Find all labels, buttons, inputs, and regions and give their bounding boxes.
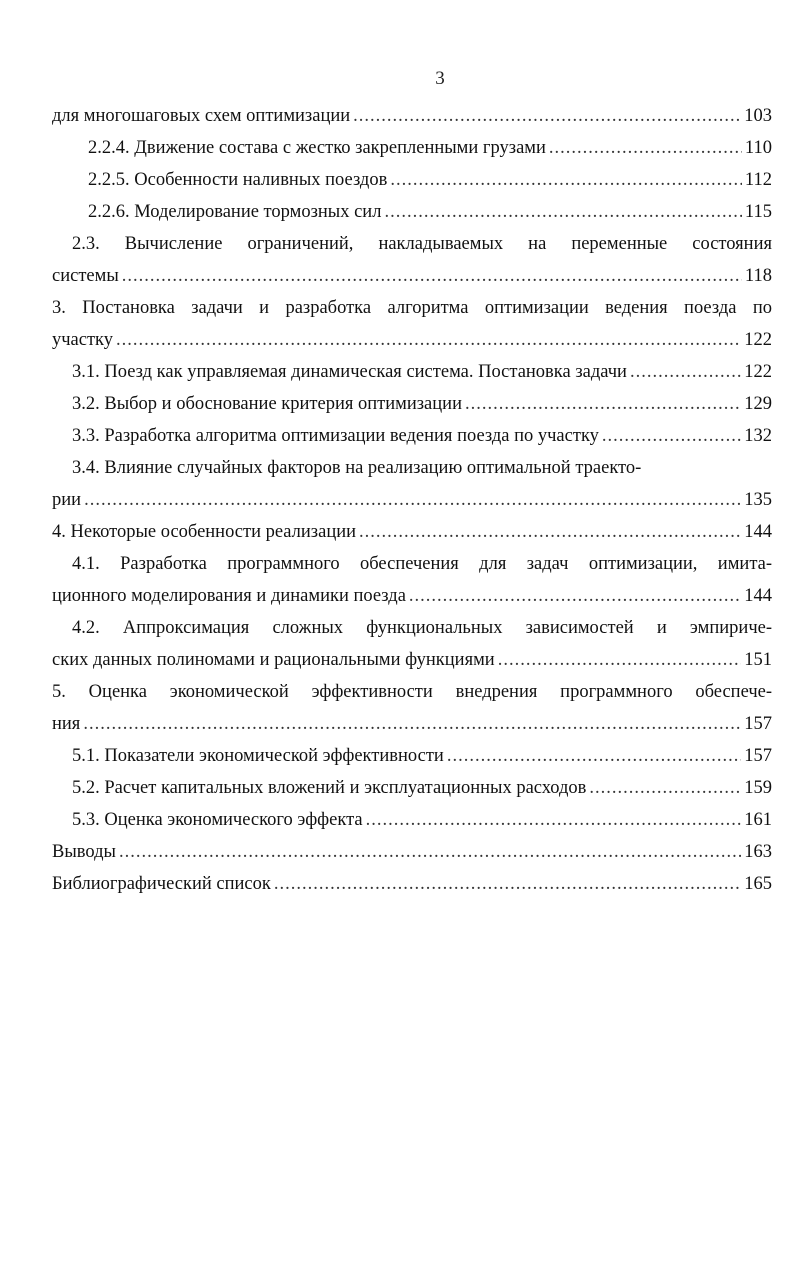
toc-entry [52, 132, 772, 164]
toc-entry-title: 3.1. Поезд как управляемая динамическая система. Постановка задачи [72, 362, 627, 382]
toc-entry-page: 118 [744, 266, 772, 286]
toc-entry-title: 4. Некоторые особенности реализации [52, 522, 357, 542]
toc-entry [52, 612, 772, 644]
toc-entry-title: 5.3. Оценка экономического эффекта [72, 810, 363, 830]
toc-entry [52, 420, 772, 452]
toc-entry-page: 157 [744, 714, 772, 734]
toc-entry-title: 3. Постановка задачи и разработка алгоритма оптимизации ведения поезда по [52, 298, 772, 318]
toc-entry [52, 676, 772, 708]
toc-entry [52, 356, 772, 388]
toc-entry-page: 144 [744, 522, 772, 542]
dot-leader [630, 356, 741, 388]
toc-entry-page: 163 [744, 842, 772, 862]
toc-entry-title: 3.4. Влияние случайных факторов на реализацию оптимальной траекто- [72, 458, 642, 478]
toc-entry [52, 164, 772, 196]
toc-entry-title: ционного моделирования и динамики поезда [52, 586, 406, 606]
toc-entry [52, 772, 772, 804]
toc-entry-continuation [52, 708, 772, 740]
toc-entry-page: 159 [744, 778, 772, 798]
toc-entry-title: системы [52, 266, 119, 286]
toc-entry [52, 516, 772, 548]
toc-entry-title: ния [52, 714, 81, 734]
dot-leader [353, 100, 741, 132]
toc-entry [52, 836, 772, 868]
toc-entry-page: 157 [744, 746, 772, 766]
toc-entry-title: 5. Оценка экономической эффективности внедрения программного обеспече- [52, 682, 772, 702]
dot-leader [549, 132, 742, 164]
toc-entry-page: 144 [744, 586, 772, 606]
toc-entry-title: рии [52, 490, 82, 510]
toc-entry-title: 2.2.4. Движение состава с жестко закрепленными грузами [88, 138, 546, 158]
toc-entry-page: 110 [744, 138, 772, 158]
toc-entry-page: 122 [744, 330, 772, 350]
toc-entry [52, 804, 772, 836]
toc-entry-title: Библиографический список [52, 874, 271, 894]
toc-entry-page: 115 [744, 202, 772, 222]
dot-leader [447, 740, 741, 772]
toc-entry-title: 5.1. Показатели экономической эффективности [72, 746, 444, 766]
toc-entry-title: 5.2. Расчет капитальных вложений и эксплуатационных расходов [72, 778, 587, 798]
toc-entry-title: 3.2. Выбор и обоснование критерия оптимизации [72, 394, 462, 414]
toc-entry-title: 2.2.6. Моделирование тормозных сил [88, 202, 382, 222]
toc-entry [52, 196, 772, 228]
toc-entry-title: 2.2.5. Особенности наливных поездов [88, 170, 388, 190]
toc-entry-title: 2.3. Вычисление ограничений, накладываемых на переменные состояния [72, 234, 772, 254]
toc-entry-page: 112 [744, 170, 772, 190]
dot-leader [84, 484, 741, 516]
toc-entry [52, 292, 772, 324]
toc-entry-title: Выводы [52, 842, 116, 862]
toc-entry-continuation [52, 580, 772, 612]
dot-leader [274, 868, 741, 900]
toc-entry-title: ских данных полиномами и рациональными функциями [52, 650, 495, 670]
toc-entry-page: 122 [744, 362, 772, 382]
toc-entry-page: 129 [744, 394, 772, 414]
toc-entry [52, 548, 772, 580]
toc-entry-continuation [52, 260, 772, 292]
toc-entry-title: участку [52, 330, 114, 350]
toc-entry [52, 740, 772, 772]
dot-leader [602, 420, 741, 452]
toc-entry-continuation [52, 644, 772, 676]
toc-entry [52, 388, 772, 420]
toc-entry-continuation [52, 324, 772, 356]
dot-leader [589, 772, 741, 804]
dot-leader [465, 388, 741, 420]
table-of-contents [52, 100, 772, 900]
toc-entry-title: 3.3. Разработка алгоритма оптимизации ведения поезда по участку [72, 426, 599, 446]
toc-entry-title: для многошаговых схем оптимизации [52, 106, 351, 126]
toc-entry-page: 161 [744, 810, 772, 830]
toc-entry-page: 135 [744, 490, 772, 510]
dot-leader [122, 260, 742, 292]
toc-entry-page: 165 [744, 874, 772, 894]
toc-entry-title: 4.1. Разработка программного обеспечения для задач оптимизации, имита- [72, 554, 772, 574]
toc-entry [52, 452, 772, 484]
dot-leader [366, 804, 742, 836]
toc-entry-continuation [52, 484, 772, 516]
toc-entry [52, 100, 772, 132]
dot-leader [119, 836, 741, 868]
dot-leader [498, 644, 742, 676]
dot-leader [384, 196, 741, 228]
page-number: 3 [435, 68, 445, 89]
dot-leader [409, 580, 741, 612]
toc-entry [52, 868, 772, 900]
toc-entry [52, 228, 772, 260]
toc-entry-title: 4.2. Аппроксимация сложных функциональных зависимостей и эмпириче- [72, 618, 772, 638]
dot-leader [390, 164, 742, 196]
toc-entry-page: 103 [744, 106, 772, 126]
dot-leader [359, 516, 741, 548]
toc-entry-page: 151 [744, 650, 772, 670]
toc-entry-page: 132 [744, 426, 772, 446]
dot-leader [116, 324, 741, 356]
dot-leader [83, 708, 741, 740]
